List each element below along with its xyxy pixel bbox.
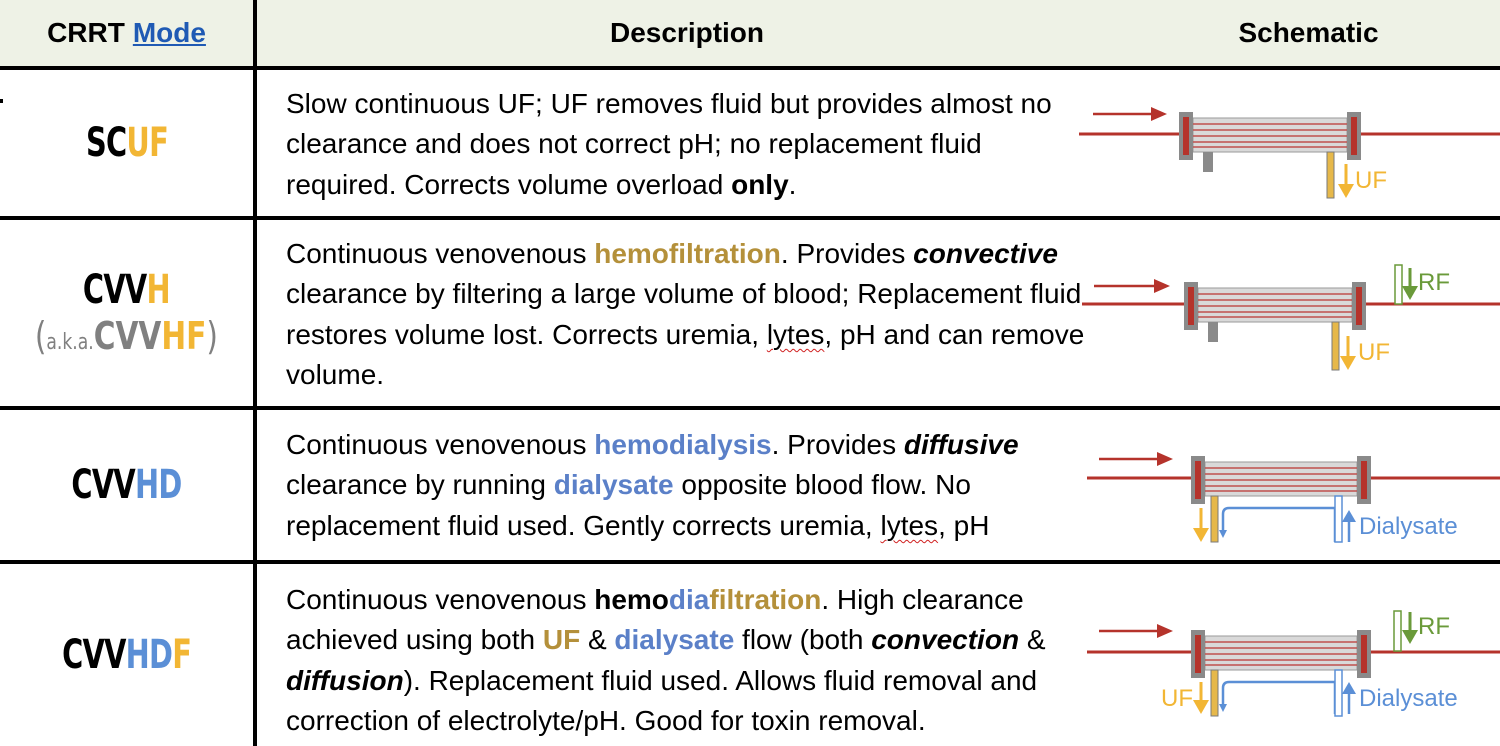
desc-bold: hemofiltration	[594, 238, 781, 269]
desc-bold: filtration	[709, 584, 822, 615]
description-cvvhdf	[286, 580, 1096, 742]
mode-part: SC	[85, 120, 126, 166]
mode-part: HD	[134, 462, 182, 508]
rf-arrow-icon	[1402, 612, 1418, 644]
schematic-cvvhd	[1085, 448, 1500, 548]
desc-text: . Provides	[771, 429, 904, 460]
header-mode-prefix: CRRT	[47, 17, 125, 48]
mode-scuf	[0, 70, 253, 216]
desc-text: . Provides	[780, 238, 914, 269]
rf-label: RF	[1418, 613, 1450, 640]
mode-label	[71, 463, 181, 507]
uf-label: UF	[1161, 685, 1193, 712]
aka-paren: (	[34, 314, 47, 358]
blood-flow-arrow-icon	[1099, 624, 1173, 638]
desc-text: &	[580, 624, 615, 656]
uf-outflow-port-icon	[1327, 152, 1334, 198]
mode-cvvhdf	[0, 564, 253, 746]
dialysate-label: Dialysate	[1359, 685, 1458, 712]
header-mode-link[interactable]: Mode	[132, 17, 206, 48]
aka-part: CVV	[93, 314, 162, 358]
mode-label	[83, 268, 170, 312]
uf-outflow-port-icon	[1211, 670, 1218, 716]
rf-inflow-port-icon	[1394, 611, 1401, 651]
blood-flow-arrow-icon	[1094, 279, 1170, 293]
desc-text: Continuous venovenous	[286, 238, 595, 269]
desc-bold-italic: convective	[913, 238, 1058, 269]
desc-bold: dialysate	[614, 624, 735, 656]
schematic-cvvh	[1080, 260, 1500, 375]
desc-bold: only	[731, 168, 789, 200]
mode-aka-label	[35, 314, 218, 358]
rf-arrow-icon	[1402, 268, 1418, 300]
mode-label	[85, 121, 167, 165]
schematic-cvvhdf	[1085, 606, 1500, 718]
uf-arrow-icon	[1338, 164, 1354, 198]
dialysate-circuit-icon	[1219, 670, 1342, 716]
uf-arrow-icon	[1340, 336, 1356, 370]
dialysate-arrow-icon	[1342, 682, 1356, 714]
aka-part: HF	[161, 314, 207, 358]
desc-text: , pH	[938, 509, 990, 541]
desc-text: clearance by running	[286, 469, 554, 501]
mode-part: HD	[125, 632, 173, 678]
desc-bold: dia	[668, 584, 710, 615]
dialysate-circuit-icon	[1219, 496, 1342, 542]
uf-label: UF	[1358, 339, 1390, 366]
desc-bold-italic: convection	[871, 624, 1020, 656]
schematic-scuf	[1075, 100, 1500, 205]
header-schematic: Schematic	[1238, 17, 1379, 48]
mode-part: UF	[125, 120, 168, 166]
rf-label: RF	[1418, 269, 1450, 296]
mode-part: F	[172, 632, 192, 678]
desc-text: Continuous venovenous	[286, 429, 595, 460]
aka-paren: )	[206, 314, 219, 358]
blood-flow-arrow-icon	[1093, 107, 1167, 121]
desc-bold-italic: diffusive	[903, 429, 1019, 460]
desc-text: &	[1019, 624, 1046, 656]
mode-cvvhd	[0, 410, 253, 560]
desc-text: ). Replacement fluid used. Allows fluid removal and correction of electrolyte/pH. Good for toxin removal.	[286, 664, 1038, 737]
column-divider	[253, 0, 257, 746]
desc-text: flow (both	[734, 624, 872, 656]
desc-text: , pH and can remove volume.	[286, 318, 1085, 391]
mode-label	[62, 633, 191, 677]
desc-bold: UF	[542, 624, 581, 656]
uf-label: UF	[1355, 167, 1387, 194]
description-scuf	[286, 84, 1096, 205]
desc-text: clearance by filtering a large volume of blood; Replacement fluid restores volume lost. Corrects uremia,	[286, 278, 1082, 350]
desc-spellcheck-word: lytes	[880, 509, 939, 541]
description-cvvh	[286, 234, 1096, 396]
desc-text: .	[788, 168, 797, 200]
desc-text: Slow continuous UF; UF removes fluid but provides almost no clearance and does not correct pH; no replacement fluid required. Corrects volume overload	[286, 88, 1052, 200]
desc-text: Continuous venovenous	[286, 584, 595, 615]
dialysate-label: Dialysate	[1359, 513, 1458, 540]
desc-bold: dialysate	[553, 469, 674, 501]
effluent-arrow-icon	[1193, 508, 1209, 542]
desc-bold: hemodialysis	[594, 429, 772, 460]
mode-part: H	[146, 267, 170, 313]
uf-arrow-icon	[1193, 682, 1209, 714]
header-mode	[0, 0, 253, 66]
desc-spellcheck-word: lytes	[766, 318, 825, 350]
desc-bold: hemo	[594, 584, 669, 615]
mode-cvvh	[0, 220, 253, 406]
blood-flow-arrow-icon	[1099, 452, 1173, 466]
desc-bold-italic: diffusion	[286, 664, 404, 696]
aka-prefix: a.k.a.	[46, 330, 94, 355]
mode-part: CVV	[83, 267, 147, 313]
mode-part: CVV	[61, 632, 126, 678]
effluent-outflow-port-icon	[1211, 496, 1218, 542]
uf-outflow-port-icon	[1332, 322, 1339, 370]
description-cvvhd	[286, 425, 1096, 546]
desc-text: opposite blood flow. No replacement fluid used. Gently corrects uremia,	[286, 469, 971, 541]
desc-text: . High clearance achieved using both	[286, 584, 1024, 656]
rf-inflow-port-icon	[1395, 265, 1402, 304]
mode-part: CVV	[71, 462, 135, 508]
dialysate-arrow-icon	[1342, 510, 1356, 542]
header-description: Description	[609, 17, 765, 48]
